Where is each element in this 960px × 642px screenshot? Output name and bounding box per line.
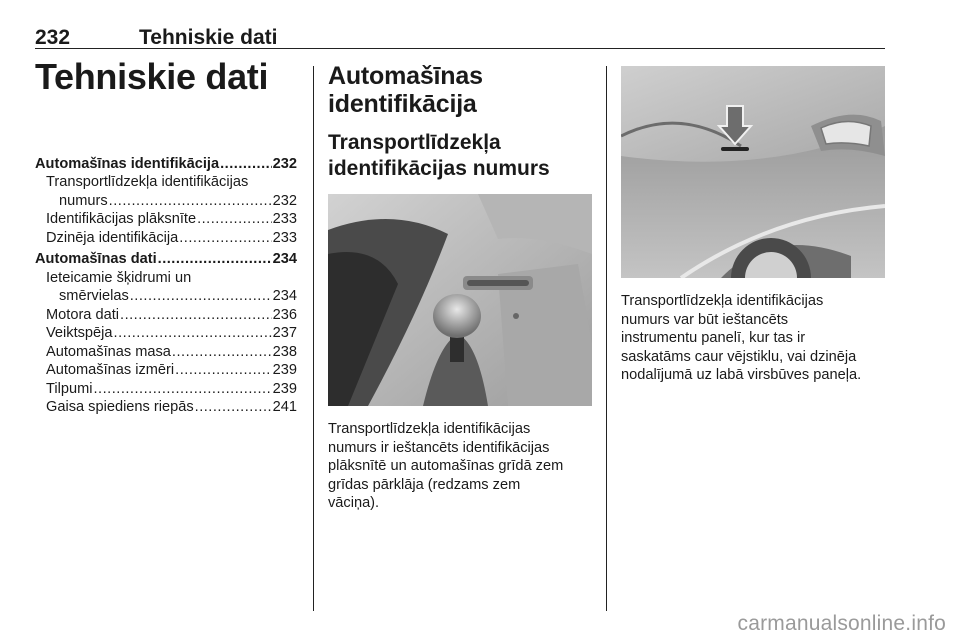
toc-column <box>35 57 297 417</box>
toc-entry[interactable]: Dzinēja identifikācija ..... 233 <box>35 229 297 248</box>
toc-entry-continuation[interactable]: numurs ..... 232 <box>35 192 297 211</box>
toc-entry[interactable]: Motora dati ..... 236 <box>35 306 297 325</box>
interior-caption: Transportlīdzekļa identifikācijas numurs ir ieštancēts identifikācijas plāksnītē un automašīnas grīdā zem grīdas pārklāja (redzams zem vāciņa). <box>328 421 564 512</box>
figure-column <box>621 66 885 385</box>
section-title: Automašīnas identifikācija <box>328 62 483 118</box>
column-divider <box>313 66 314 611</box>
header-title: Tehniskie dati <box>139 26 278 49</box>
section-column <box>328 62 592 513</box>
toc-entry[interactable]: Automašīnas dati ..... 234 <box>35 250 297 269</box>
column-divider <box>606 66 607 611</box>
page-header <box>35 22 885 49</box>
chapter-title: Tehniskie dati <box>35 56 269 97</box>
toc-entry[interactable]: Transportlīdzekļa identifikācijas <box>46 174 249 191</box>
toc-entry[interactable]: Automašīnas izmēri ..... 239 <box>35 361 297 380</box>
subsection-title: Transportlīdzekļa identifikācijas numurs <box>328 131 550 180</box>
watermark: carmanualsonline.info <box>737 612 946 635</box>
toc-entry[interactable]: Gaisa spiediens riepās ..... 241 <box>35 398 297 417</box>
toc-entry[interactable]: Tilpumi ..... 239 <box>35 380 297 399</box>
toc-entry[interactable]: Automašīnas masa ..... 238 <box>35 343 297 362</box>
exterior-caption: Transportlīdzekļa identifikācijas numurs var būt ieštancēts instrumentu panelī, kur tas ir saskatāms caur vējstiklu, vai dzinēja nodalījumā uz labā virsbūves paneļa. <box>621 293 862 384</box>
toc-entry[interactable]: Automašīnas identifikācija ..... 232 <box>35 155 297 174</box>
table-of-contents <box>35 155 297 417</box>
toc-entry[interactable]: Veiktspēja ..... 237 <box>35 324 297 343</box>
exterior-photo <box>621 66 885 278</box>
toc-entry-continuation[interactable]: smērvielas ..... 234 <box>35 287 297 306</box>
page-number: 232 <box>35 26 71 49</box>
toc-entry[interactable]: Ieteicamie šķidrumi un <box>46 269 192 286</box>
interior-photo <box>328 194 592 406</box>
toc-entry[interactable]: Identifikācijas plāksnīte ..... 233 <box>35 210 297 229</box>
